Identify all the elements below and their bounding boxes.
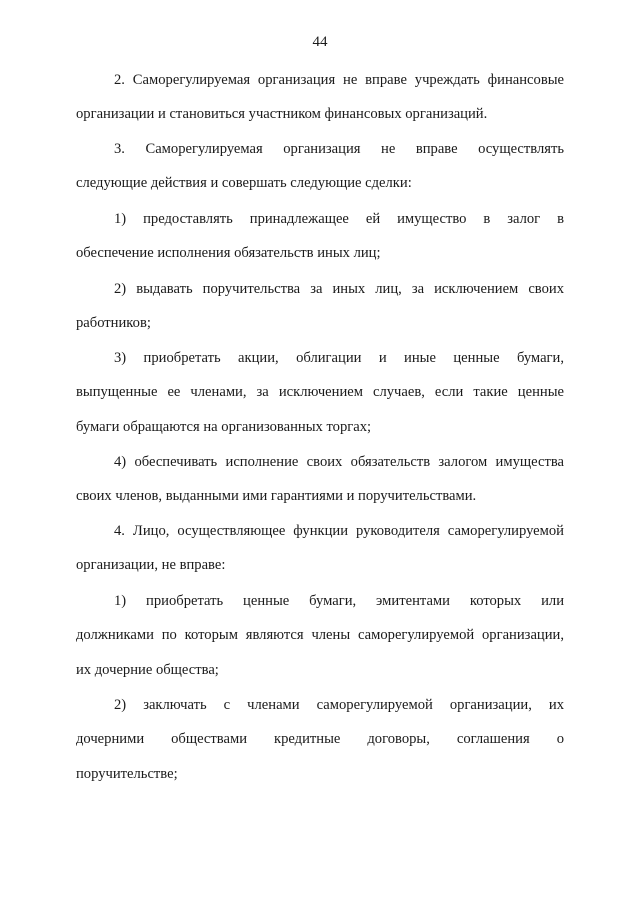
paragraph-item-4 <box>76 522 564 591</box>
text-line: работников; <box>76 315 151 332</box>
text-line: организации и становиться участником финансовых организаций. <box>76 106 488 123</box>
text-line: своих членов, выданными ими гарантиями и поручительствами. <box>76 488 477 505</box>
text-line: поручительстве; <box>76 765 178 782</box>
text-line: следующие действия и совершать следующие сделки: <box>76 175 412 192</box>
text-line: 2. Саморегулируемая организация не вправе учреждать финансовые <box>114 72 564 88</box>
text-line: 3. Саморегулируемая организация не вправе осуществлять <box>114 141 564 157</box>
paragraph-item-4-subitem-2 <box>76 696 564 799</box>
text-line: должниками по которым являются члены саморегулируемой организации, <box>76 627 564 644</box>
page-number: 44 <box>312 34 328 50</box>
paragraph-subitem-3 <box>76 349 564 452</box>
paragraph-subitem-4 <box>76 453 564 522</box>
paragraph-subitem-2 <box>76 280 564 349</box>
paragraph-item-3 <box>76 140 564 209</box>
text-line: 4) обеспечивать исполнение своих обязательств залогом имущества <box>114 454 564 470</box>
paragraph-item-2 <box>76 71 564 140</box>
text-line: 2) выдавать поручительства за иных лиц, за исключением своих <box>114 281 564 297</box>
text-line: 1) приобретать ценные бумаги, эмитентами которых или <box>114 593 564 609</box>
text-line: 3) приобретать акции, облигации и иные ценные бумаги, <box>114 350 564 366</box>
text-line: дочерними обществами кредитные договоры, соглашения о <box>76 731 564 748</box>
text-line: обеспечение исполнения обязательств иных лиц; <box>76 245 381 262</box>
text-line: выпущенные ее членами, за исключением случаев, если такие ценные <box>76 384 564 401</box>
text-line: бумаги обращаются на организованных торгах; <box>76 418 372 435</box>
paragraph-item-4-subitem-1 <box>76 592 564 695</box>
text-line: 1) предоставлять принадлежащее ей имущество в залог в <box>114 211 564 227</box>
text-line: 4. Лицо, осуществляющее функции руководителя саморегулируемой <box>114 523 564 539</box>
text-line: их дочерние общества; <box>76 661 219 678</box>
paragraph-subitem-1 <box>76 210 564 279</box>
text-line: 2) заключать с членами саморегулируемой организации, их <box>114 697 564 713</box>
text-line: организации, не вправе: <box>76 557 226 574</box>
